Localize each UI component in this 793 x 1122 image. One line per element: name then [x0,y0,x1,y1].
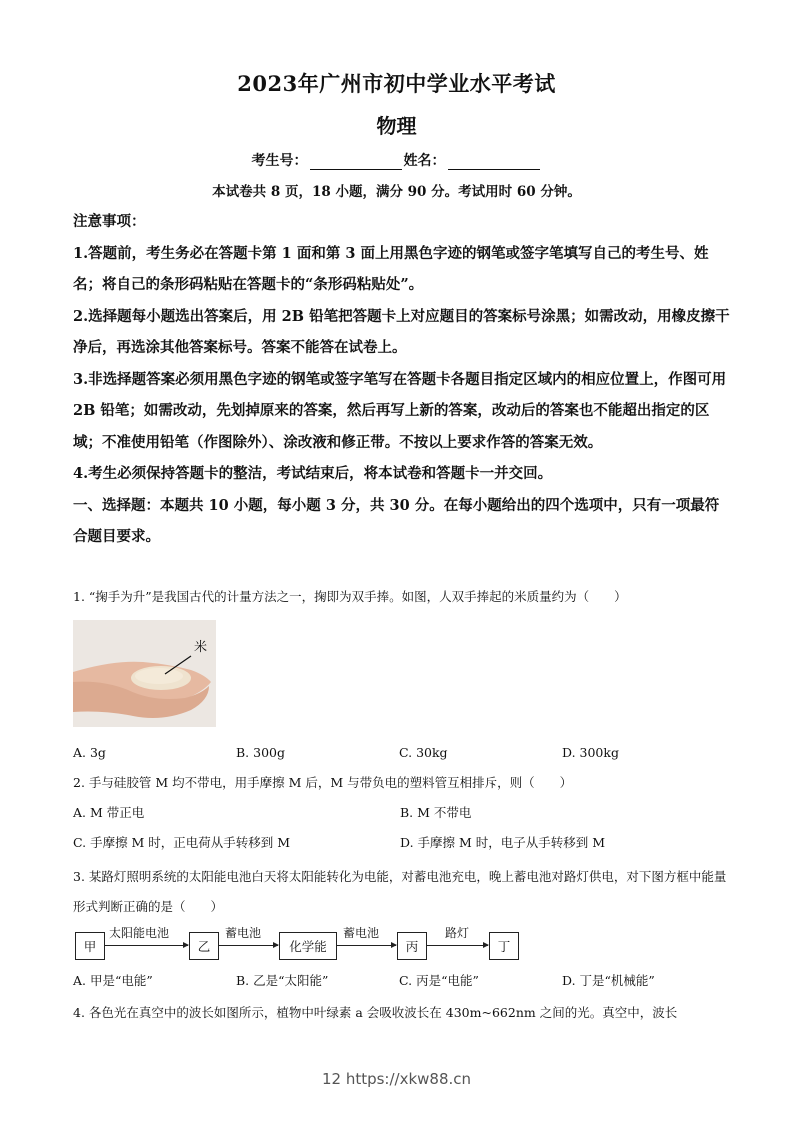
question-1-options [73,738,733,768]
question-3-text: 3. 某路灯照明系统的太阳能电池白天将太阳能转化为电能，对蓄电池充电，晚上蓄电池对路灯供电，对下图方框中能量形式判断正确的是（ ） [73,869,727,914]
q2-option-d[interactable]: D. 手摩擦 M 时，电子从手转移到 M [400,835,606,850]
question-3-stem [73,862,733,922]
question-1-text: 1. “掬手为升”是我国古代的计量方法之一，掬即为双手捧。如图，人双手捧起的米质量约为（ ） [73,589,627,604]
section-heading: 一、选择题：本题共 10 小题，每小题 3 分，共 30 分。在每小题给出的四个选项中，只有一项最符合题目要求。 [73,496,720,545]
rice-label: 米 [194,640,208,655]
box-yi: 乙 [189,932,219,960]
question-1-stem [73,582,733,612]
notice-heading: 注意事项： [73,213,146,230]
box-ding: 丁 [489,932,519,960]
name-label: 姓名： [403,153,446,169]
hands-holding-rice-image [73,620,216,727]
arrow-icon [336,945,396,946]
name-blank [448,155,540,170]
box-bing: 丙 [397,932,427,960]
arrow-label-solar-cell: 太阳能电池 [109,926,170,940]
notice-section [73,206,733,553]
notice-item-1: 1.答题前，考生务必在答题卡第 1 面和第 3 面上用黑色字迹的钢笔或签字笔填写自己的考生号、姓名；将自己的条形码粘贴在答题卡的“条形码粘贴处”。 [73,244,709,293]
arrow-icon [104,945,188,946]
q3-option-a[interactable]: A. 甲是“电能” [73,973,153,988]
exam-number-label: 考生号： [251,153,308,169]
arrow-label-battery-1: 蓄电池 [225,926,262,940]
notice-item-3: 3.非选择题答案必须用黑色字迹的钢笔或签字笔写在答题卡各题目指定区域内的相应位置上，作图可用 2B 铅笔；如需改动，先划掉原来的答案，然后再写上新的答案，改动后的答案也不能超出指定的区域；不准使用铅笔（作图除外）、涂改液和修正带。不按以上要求作答的答案无效。 [73,370,727,451]
question-4-stem [73,998,733,1028]
arrow-icon [218,945,278,946]
box-chemical-energy: 化学能 [279,932,337,960]
question-4-text: 4. 各色光在真空中的波长如图所示，植物中叶绿素 a 会吸收波长在 430m~662nm 之间的光。真空中，波长 [73,1005,678,1020]
page-footer: 12 https://xkw88.cn [321,1070,472,1088]
notice-item-2: 2.选择题每小题选出答案后，用 2B 铅笔把答题卡上对应题目的答案标号涂黑；如需改动，用橡皮擦干净后，再选涂其他答案标号。答案不能答在试卷上。 [73,307,730,356]
question-3-options [73,966,733,996]
box-jia: 甲 [75,932,105,960]
energy-flow-diagram [73,926,523,964]
question-2 [73,768,733,858]
candidate-info-line [0,150,793,170]
q2-option-a[interactable]: A. M 带正电 [73,805,145,820]
q2-option-b[interactable]: B. M 不带电 [400,805,472,820]
subject-title: 物理 [376,114,417,138]
exam-number-blank [310,155,402,170]
arrow-icon [426,945,488,946]
q3-option-d[interactable]: D. 丁是“机械能” [562,973,655,988]
question-2-text: 2. 手与硅胶管 M 均不带电，用手摩擦 M 后，M 与带负电的塑料管互相排斥，则（ ） [73,775,573,790]
exam-info: 本试卷共 8 页，18 小题，满分 90 分。考试用时 60 分钟。 [212,184,581,200]
q1-option-a[interactable]: A. 3g [73,745,106,760]
q3-option-c[interactable]: C. 丙是“电能” [399,973,479,988]
notice-item-4: 4.考生必须保持答题卡的整洁，考试结束后，将本试卷和答题卡一并交回。 [73,465,553,482]
exam-title: 2023年广州市初中学业水平考试 [237,71,556,96]
q1-option-d[interactable]: D. 300kg [562,745,619,760]
arrow-label-battery-2: 蓄电池 [343,926,380,940]
q1-option-b[interactable]: B. 300g [236,745,285,760]
q3-option-b[interactable]: B. 乙是“太阳能” [236,973,329,988]
arrow-label-street-lamp: 路灯 [445,926,470,940]
q1-option-c[interactable]: C. 30kg [399,745,448,760]
q2-option-c[interactable]: C. 手摩擦 M 时，正电荷从手转移到 M [73,835,291,850]
